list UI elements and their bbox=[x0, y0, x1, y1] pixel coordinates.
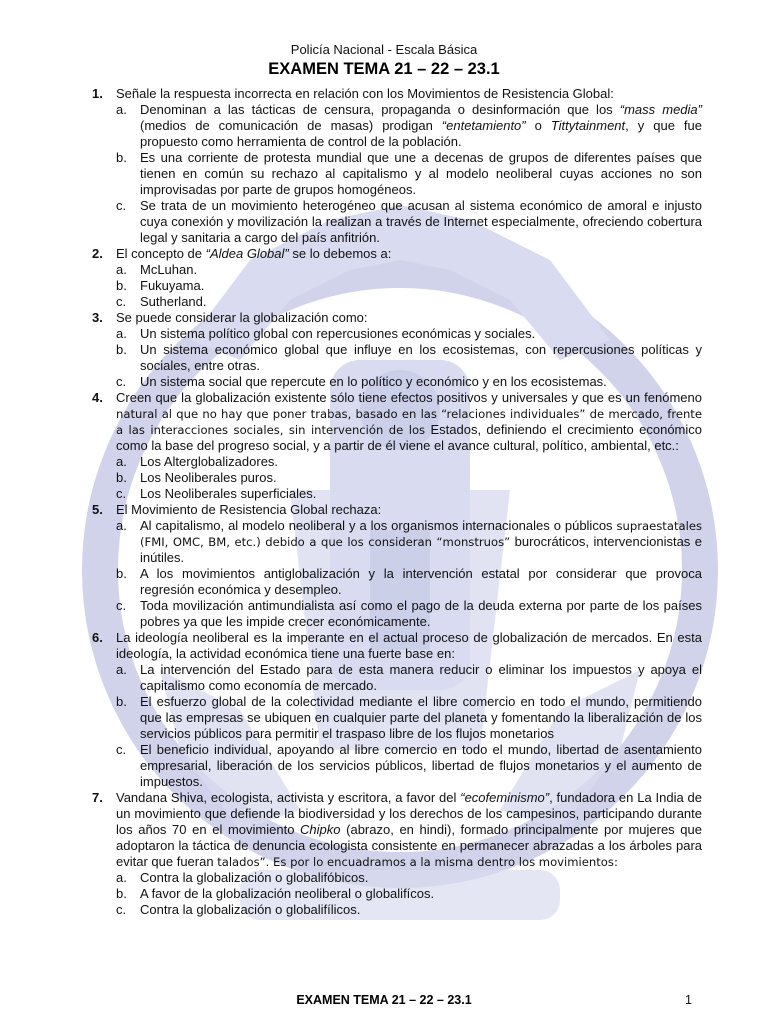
option-7a bbox=[92, 870, 702, 886]
option-3a bbox=[92, 326, 702, 342]
option-7b bbox=[92, 886, 702, 902]
option-letter: a. bbox=[116, 454, 127, 469]
option-5b bbox=[92, 566, 702, 598]
option-text: McLuhan. bbox=[140, 262, 198, 277]
option-letter: b. bbox=[116, 566, 127, 581]
question-number: 4. bbox=[92, 390, 103, 405]
question-number: 7. bbox=[92, 790, 103, 805]
option-text: El beneficio individual, apoyando al libre comercio en todo el mundo, libertad de asentamiento empresarial, liberación de los servicios públicos, libertad de flujos monetarios y el aumento de impuestos. bbox=[140, 742, 702, 789]
question-text: Creen que la globalización existente sólo tiene efectos positivos y universales y que es un fenómeno bbox=[116, 390, 702, 405]
question-text-alt-font: natural al que no hay que poner trabas, basado en las “relaciones individuales” de mercado, frente a las interacciones sociales, sin intervención de los bbox=[116, 407, 702, 437]
option-4a bbox=[92, 454, 702, 470]
option-3c bbox=[92, 374, 702, 390]
question-text: La ideología neoliberal es la imperante en el actual proceso de globalización de mercados. En esta ideología, la actividad económica tiene una fuerte base en: bbox=[116, 630, 702, 661]
option-6a bbox=[92, 662, 702, 694]
question-number: 6. bbox=[92, 630, 103, 645]
option-letter: b. bbox=[116, 342, 127, 357]
option-text: o bbox=[525, 118, 551, 133]
option-text: Los Alterglobalizadores. bbox=[140, 454, 279, 469]
question-text-italic: “Aldea Global” bbox=[205, 246, 289, 261]
question-text-italic: “ecofeminismo” bbox=[460, 790, 550, 805]
option-letter: c. bbox=[116, 902, 127, 917]
question-number: 3. bbox=[92, 310, 103, 325]
option-text: El esfuerzo global de la colectividad mediante el libre comercio en todo el mundo, permitiendo que las empresas se ubiquen en cualquier parte del planeta y fomentando la liberalización de los servicios públicos para permitir el traspaso libre de los flujos monetarios bbox=[140, 694, 702, 741]
question-text: El concepto de bbox=[116, 246, 206, 261]
page-number: 1 bbox=[685, 993, 692, 1007]
question-2 bbox=[92, 246, 702, 262]
question-text: Señale la respuesta incorrecta en relación con los Movimientos de Resistencia Global: bbox=[116, 86, 614, 101]
option-4b bbox=[92, 470, 702, 486]
question-7 bbox=[92, 790, 702, 870]
option-7c bbox=[92, 902, 702, 918]
option-letter: b. bbox=[116, 694, 127, 709]
option-5c bbox=[92, 598, 702, 630]
option-text: Fukuyama. bbox=[140, 278, 205, 293]
question-text: se lo debemos a: bbox=[288, 246, 392, 261]
question-6 bbox=[92, 630, 702, 662]
option-text-italic: Tittytainment bbox=[550, 118, 626, 133]
option-text: Sutherland. bbox=[140, 294, 207, 309]
option-text: A los movimientos antiglobalización y la intervención estatal por considerar que provoca regresión económica y desempleo. bbox=[140, 566, 702, 597]
option-text: Al capitalismo, al modelo neoliberal y a los organismos internacionales o públicos bbox=[140, 518, 617, 533]
question-text: Vandana Shiva, ecologista, activista y escritora, a favor del bbox=[116, 790, 461, 805]
option-letter: a. bbox=[116, 518, 127, 533]
question-text: Estados, definiendo el crecimiento económico como la base del progreso social, y a partir de él viene el avance cultural, político, ambiental, etc.: bbox=[116, 422, 703, 453]
question-number: 2. bbox=[92, 246, 103, 261]
option-letter: c. bbox=[116, 198, 127, 213]
option-letter: c. bbox=[116, 374, 127, 389]
option-text: Se trata de un movimiento heterogéneo que acusan al sistema económico de amoral e injusto cuya conexión y movilización la realizan a través de Internet especialmente, ofreciendo cobertura legal y sanitaria a cargo del país anfitrión. bbox=[140, 198, 702, 245]
question-4 bbox=[92, 390, 702, 454]
option-1a bbox=[92, 102, 702, 150]
option-text: Denominan a las tácticas de censura, propaganda o desinformación que los bbox=[140, 102, 620, 117]
question-text: , fundadora en La India de un movimiento que defiende la biodiversidad y los derechos de los campesinos, participando durante los años 70 en el movimiento bbox=[116, 790, 702, 837]
option-letter: b. bbox=[116, 150, 127, 165]
option-1b bbox=[92, 150, 702, 198]
question-3 bbox=[92, 310, 702, 326]
question-1 bbox=[92, 86, 702, 102]
question-list bbox=[92, 86, 702, 918]
option-letter: a. bbox=[116, 870, 127, 885]
option-2a bbox=[92, 262, 702, 278]
option-letter: c. bbox=[116, 598, 127, 613]
option-letter: a. bbox=[116, 662, 127, 677]
option-1c bbox=[92, 198, 702, 246]
page-title: EXAMEN TEMA 21 – 22 – 23.1 bbox=[268, 60, 500, 78]
question-number: 5. bbox=[92, 502, 103, 517]
option-2b bbox=[92, 278, 702, 294]
option-letter: b. bbox=[116, 886, 127, 901]
question-number: 1. bbox=[92, 86, 103, 101]
option-5a bbox=[92, 518, 702, 566]
option-text: Toda movilización antimundialista así como el pago de la deuda externa por parte de los países pobres ya que les impide crecer económicamente. bbox=[140, 598, 702, 629]
option-letter: b. bbox=[116, 278, 127, 293]
option-6c bbox=[92, 742, 702, 790]
option-2c bbox=[92, 294, 702, 310]
option-text-italic: “entetamiento” bbox=[441, 118, 526, 133]
option-letter: a. bbox=[116, 102, 127, 117]
option-text: Un sistema social que repercute en lo político y económico y en los ecosistemas. bbox=[140, 374, 607, 389]
question-text: Se puede considerar la globalización como: bbox=[116, 310, 368, 325]
option-text: Contra la globalización o globalifóbicos. bbox=[140, 870, 369, 885]
option-text: Contra la globalización o globalifílicos. bbox=[140, 902, 361, 917]
option-letter: a. bbox=[116, 262, 127, 277]
question-text: El Movimiento de Resistencia Global rechaza: bbox=[116, 502, 382, 517]
option-text: burocráticos, intervencionistas e inútiles. bbox=[140, 534, 703, 565]
option-text: Los Neoliberales puros. bbox=[140, 470, 277, 485]
option-text: Un sistema político global con repercusiones económicas y sociales. bbox=[140, 326, 536, 341]
option-text: A favor de la globalización neoliberal o globalifícos. bbox=[140, 886, 435, 901]
option-letter: c. bbox=[116, 742, 127, 757]
footer-title: EXAMEN TEMA 21 – 22 – 23.1 bbox=[296, 993, 472, 1007]
option-4c bbox=[92, 486, 702, 502]
question-text-italic: Chipko bbox=[300, 822, 341, 837]
question-text-alt-font: talados”. Es por lo encuadramos a la misma dentro los movimientos: bbox=[217, 855, 618, 869]
option-text: , y que fue propuesto como herramienta de control de la población. bbox=[140, 118, 702, 149]
option-letter: a. bbox=[116, 326, 127, 341]
option-3b bbox=[92, 342, 702, 374]
option-letter: c. bbox=[116, 486, 127, 501]
option-text-italic: “mass media” bbox=[619, 102, 702, 117]
option-text: Un sistema económico global que influye en los ecosistemas, con repercusiones políticas y sociales, entre otras. bbox=[140, 342, 702, 373]
question-text: (abrazo, en hindi), formado principalmente por mujeres que adoptaron la táctica de denuncia ecologista consistente en permanecer abrazadas a los árboles para evitar que fueran bbox=[116, 822, 702, 869]
option-text: Los Neoliberales superficiales. bbox=[140, 486, 317, 501]
institution-header: Policía Nacional - Escala Básica bbox=[290, 42, 478, 57]
option-text: Es una corriente de protesta mundial que une a decenas de grupos de diferentes países que tienen en común su rechazo al capitalismo y al modelo neoliberal cuyas acciones no son improvisadas por parte de grupos homogéneos. bbox=[140, 150, 702, 197]
option-6b bbox=[92, 694, 702, 742]
option-letter: c. bbox=[116, 294, 127, 309]
question-5 bbox=[92, 502, 702, 518]
option-text-alt-font: supraestatales (FMI, OMC, BM, etc.) debido a que los consideran “monstruos” bbox=[140, 519, 702, 549]
option-text: (medios de comunicación de masas) prodigan bbox=[140, 118, 442, 133]
option-text: La intervención del Estado para de esta manera reducir o eliminar los impuestos y apoya el capitalismo como economía de mercado. bbox=[140, 662, 702, 693]
option-letter: b. bbox=[116, 470, 127, 485]
